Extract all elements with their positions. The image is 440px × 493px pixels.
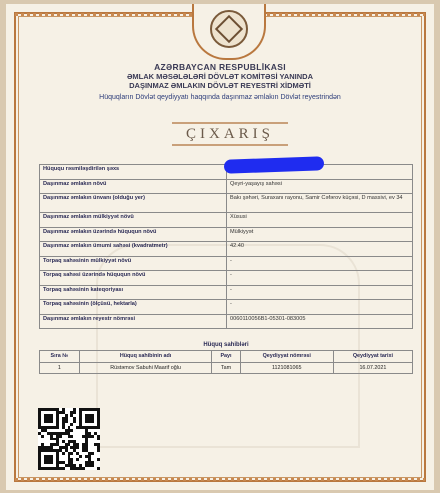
table-row [40, 227, 413, 242]
table-row [40, 194, 413, 213]
table-cell: 1121081065 [240, 362, 333, 374]
table-row [40, 362, 413, 374]
table-row [40, 271, 413, 286]
header-line-4: Hüquqların Dövlət qeydiyyatı haqqında daşınmaz əmlakın Dövlət reyestrindən [99, 94, 341, 101]
field-value: - [227, 285, 413, 300]
qr-code[interactable] [38, 408, 100, 470]
document-title-banner [166, 122, 294, 146]
field-value: - [227, 256, 413, 271]
column-header: Qeydiyyat nömrəsi [240, 351, 333, 363]
rights-holders-table [39, 350, 413, 374]
table-cell: Tam [212, 362, 240, 374]
field-label: Daşınmaz əmlakın növü [40, 179, 227, 194]
rights-holders-title: Hüquq sahibləri [203, 342, 249, 348]
table-header-row [40, 351, 413, 363]
table-cell: Rüstəmov Sabuhi Maarif oğlu [79, 362, 212, 374]
table-row [40, 179, 413, 194]
field-value: Mülkiyyət [227, 227, 413, 242]
property-table [39, 164, 413, 329]
field-label: Daşınmaz əmlakın mülkiyyət növü [40, 213, 227, 228]
table-cell: 16.07.2021 [333, 362, 412, 374]
state-emblem-icon [210, 10, 248, 48]
header-line-1: AZƏRBAYCAN RESPUBLİKASI [154, 62, 286, 72]
field-value: Bakı şəhəri, Suraxanı rayonu, Samir Cəfərov küçəsi, D massivi, ev 34 [227, 194, 413, 213]
table-row [40, 285, 413, 300]
table-row [40, 213, 413, 228]
table-row [40, 314, 413, 329]
field-label: Torpaq sahəsinin kateqoriyası [40, 285, 227, 300]
table-row [40, 242, 413, 257]
field-value: - [227, 271, 413, 286]
field-value: - [227, 300, 413, 315]
column-header: Qeydiyyat tarixi [333, 351, 412, 363]
border-ornament-bottom [15, 478, 425, 481]
field-label: Torpaq sahəsinin mülkiyyət növü [40, 256, 227, 271]
field-label: Daşınmaz əmlakın reyestr nömrəsi [40, 314, 227, 329]
field-value: Qeyri-yaşayış sahəsi [227, 179, 413, 194]
qr-module [97, 467, 100, 470]
table-row [40, 300, 413, 315]
field-label: Hüququ rəsmiləşdirilən şəxs [40, 165, 227, 180]
field-label: Torpaq sahəsi üzərində hüququn növü [40, 271, 227, 286]
field-label: Torpaq sahəsinin (ölçüsü, hektarla) [40, 300, 227, 315]
column-header: Payı [212, 351, 240, 363]
field-label: Daşınmaz əmlakın ümumi sahəsi (kvadratmetr) [40, 242, 227, 257]
field-value: 0060110056B1-05301-083005 [227, 314, 413, 329]
field-value: Xüsusi [227, 213, 413, 228]
table-row [40, 256, 413, 271]
header-line-3: DAŞINMAZ ƏMLAKIN DÖVLƏT REYESTRİ XİDMƏTİ [129, 81, 311, 90]
table-cell: 1 [40, 362, 80, 374]
document-title: ÇIXARIŞ [185, 126, 274, 142]
certificate-sheet [6, 4, 434, 490]
field-value: 42.40 [227, 242, 413, 257]
column-header: Sıra № [40, 351, 80, 363]
header-line-2: ƏMLAK MƏSƏLƏLƏRİ DÖVLƏT KOMİTƏSİ YANINDA [126, 72, 314, 81]
field-label: Daşınmaz əmlakın ünvanı (olduğu yer) [40, 194, 227, 213]
field-label: Daşınmaz əmlakın üzərində hüququn növü [40, 227, 227, 242]
document-header [36, 62, 404, 101]
column-header: Hüquq sahibinin adı [79, 351, 212, 363]
